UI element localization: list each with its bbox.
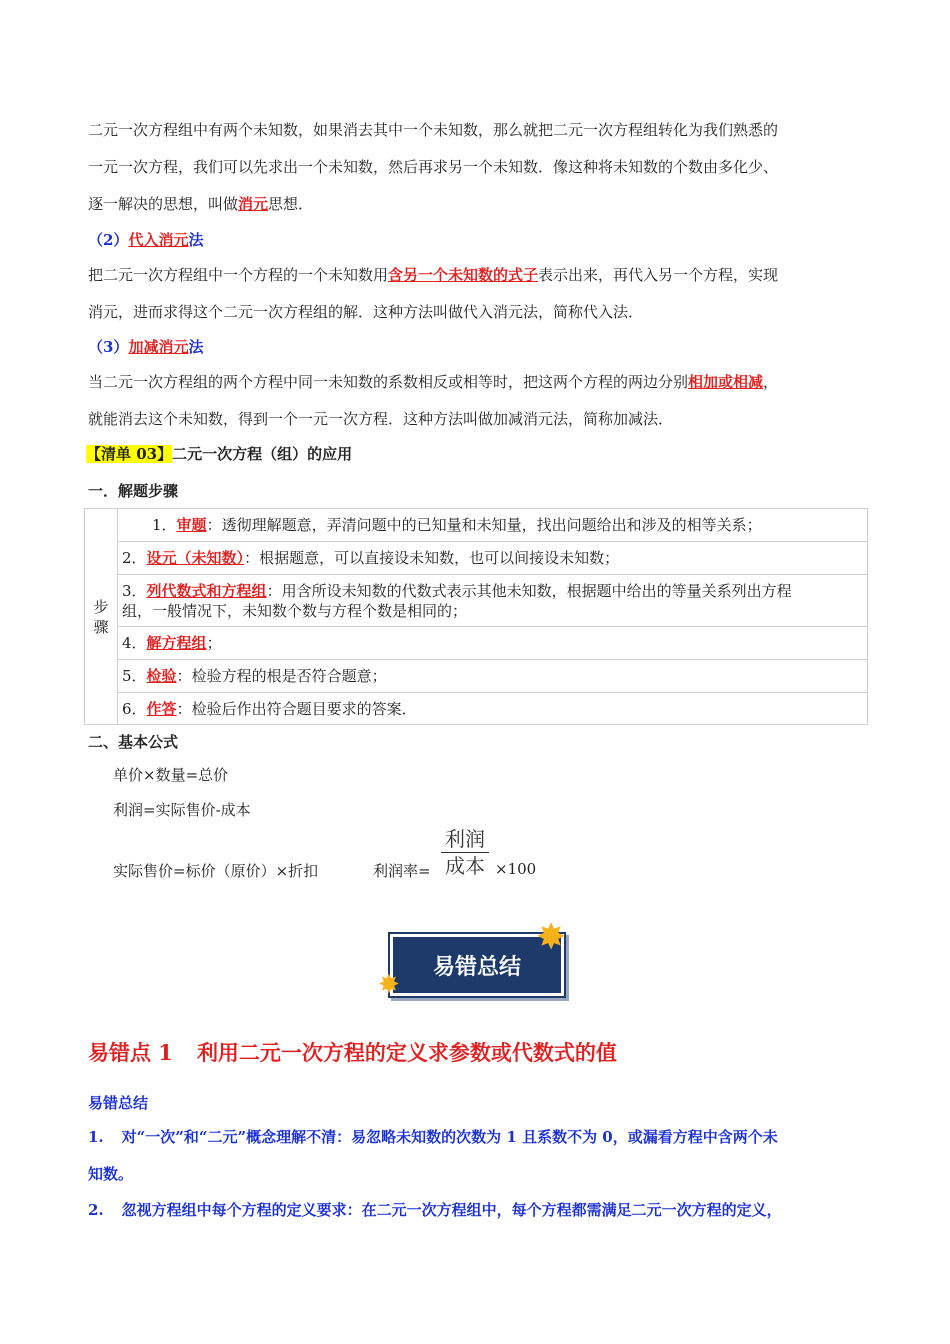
- star-icon: ✸: [536, 917, 567, 958]
- formula-unit-price: 单价×数量=总价: [113, 766, 229, 784]
- section-2-heading: 二、基本公式: [88, 733, 179, 751]
- subheading-2-keyword: 代入消元: [128, 231, 189, 249]
- step-3: [118, 575, 868, 627]
- step-4-num: 4．: [122, 634, 147, 652]
- error-item-1: [88, 1126, 778, 1147]
- para2-keyword: 含另一个未知数的式子: [388, 266, 539, 284]
- step-2-keyword: 设元（未知数）: [146, 549, 245, 567]
- error-item-2-text: 忽视方程组中每个方程的定义要求：在二元一次方程组中，每个方程都需满足二元一次方程的定义，: [121, 1201, 782, 1219]
- step-6-text: ：检验后作出符合题目要求的答案．: [176, 699, 417, 718]
- subheading-3-num: （3）: [88, 338, 129, 356]
- formula-profit-rate-label: 利润率=: [373, 862, 431, 880]
- step-1-keyword: 审题: [176, 516, 207, 534]
- step-4-text: ；: [206, 634, 222, 652]
- para2-line-2: 消元，进而求得这个二元一次方程组的解．这种方法叫做代入消元法，简称代入法．: [88, 303, 644, 321]
- list-03-tag: 【清单 03】: [86, 445, 173, 463]
- formula-profit-rate-tail: ×100: [495, 860, 537, 878]
- para2-line-1-pre: 把二元一次方程组中一个方程的一个未知数用: [88, 266, 389, 284]
- formula-actual-price: 实际售价=标价（原价）×折扣: [113, 862, 319, 880]
- step-3-num: 3．: [122, 581, 147, 600]
- badge-label: 易错总结: [390, 934, 564, 996]
- error-point-heading: [88, 1037, 617, 1067]
- intro-line-3: [88, 193, 313, 214]
- error-item-2-num: 2.: [88, 1201, 104, 1219]
- step-5-keyword: 检验: [146, 667, 177, 685]
- intro-line-1: 二元一次方程组中有两个未知数，如果消去其中一个未知数，那么就把二元一次方程组转化为我们熟悉的: [88, 121, 779, 139]
- steps-table: [84, 508, 868, 725]
- step-1: [118, 509, 868, 542]
- error-point-label: 易错点 1: [88, 1040, 173, 1065]
- subheading-3-keyword: 加减消元: [128, 338, 189, 356]
- subheading-2-suffix: 法: [188, 231, 204, 249]
- step-3-keyword: 列代数式和方程组: [146, 581, 267, 600]
- para3-line-1-post: ，: [763, 373, 779, 391]
- fraction-denominator: 成本: [445, 854, 485, 878]
- para3-line-2: 就能消去这个未知数，得到一个一元一次方程．这种方法叫做加减消元法，简称加减法．: [88, 410, 674, 428]
- intro-line-2: 一元一次方程，我们可以先求出一个未知数，然后再求另一个未知数．像这种将未知数的个数由多化少、: [88, 158, 779, 176]
- step-5-num: 5．: [122, 667, 147, 685]
- list-03-title: 二元一次方程（组）的应用: [172, 445, 353, 463]
- step-6-num: 6．: [122, 699, 147, 718]
- para2-line-1: [88, 264, 778, 285]
- step-2: [118, 542, 868, 575]
- para3-line-1-pre: 当二元一次方程组的两个方程中同一未知数的系数相反或相等时，把这两个方程的两边分别: [88, 373, 689, 391]
- step-4-keyword: 解方程组: [146, 634, 207, 652]
- error-item-1-num: 1.: [88, 1128, 104, 1146]
- steps-side-label: [85, 509, 118, 725]
- step-6-keyword: 作答: [146, 699, 177, 718]
- error-summary-label: 易错总结: [88, 1094, 149, 1112]
- section-1-heading: 一．解题步骤: [88, 482, 179, 500]
- error-item-1-line-2: 知数。: [88, 1165, 134, 1183]
- step-5-text: ：检验方程的根是否符合题意；: [176, 667, 387, 685]
- fraction-numerator: 利润: [441, 826, 489, 853]
- para2-line-1-post: 表示出来，再代入另一个方程，实现: [538, 266, 779, 284]
- step-1-num: 1．: [152, 516, 177, 534]
- keyword-xiaoyuan: 消元: [238, 195, 269, 213]
- step-3-text: ：用含所设未知数的代数式表示其他未知数，根据题中给出的等量关系列出方程: [266, 581, 792, 600]
- step-1-text: ：透彻理解题意，弄清问题中的已知量和未知量，找出问题给出和涉及的相等关系；: [206, 516, 762, 534]
- subheading-3: [88, 336, 203, 357]
- subheading-3-suffix: 法: [188, 338, 204, 356]
- step-3-text-2: 组，一般情况下，未知数个数与方程个数是相同的；: [122, 601, 468, 620]
- error-item-1-text: 对“一次”和“二元”概念理解不清：易忽略未知数的次数为 1 且系数不为 0，或漏看方程中含两个未: [121, 1128, 778, 1146]
- para3-line-1: [88, 371, 778, 392]
- step-5: [118, 660, 868, 693]
- error-item-2: [88, 1199, 782, 1220]
- steps-side-text: 步骤: [93, 597, 109, 636]
- subheading-2-num: （2）: [88, 231, 129, 249]
- list-03-heading: [86, 443, 352, 464]
- para3-keyword: 相加或相减: [688, 373, 764, 391]
- error-point-title: 利用二元一次方程的定义求参数或代数式的值: [196, 1040, 617, 1065]
- subheading-2: [88, 229, 203, 250]
- step-6: [118, 693, 868, 725]
- profit-rate-fraction: [441, 826, 489, 879]
- step-4: [118, 627, 868, 660]
- star-icon-small: ✸: [378, 970, 400, 1000]
- step-2-num: 2．: [122, 549, 147, 567]
- error-summary-badge: [378, 917, 578, 1004]
- step-2-text: ：根据题意，可以直接设未知数，也可以间接设未知数；: [244, 549, 620, 567]
- intro-line-3-post: 思想．: [268, 195, 314, 213]
- intro-line-3-pre: 逐一解决的思想，叫做: [88, 195, 239, 213]
- formula-profit: 利润=实际售价-成本: [113, 801, 251, 819]
